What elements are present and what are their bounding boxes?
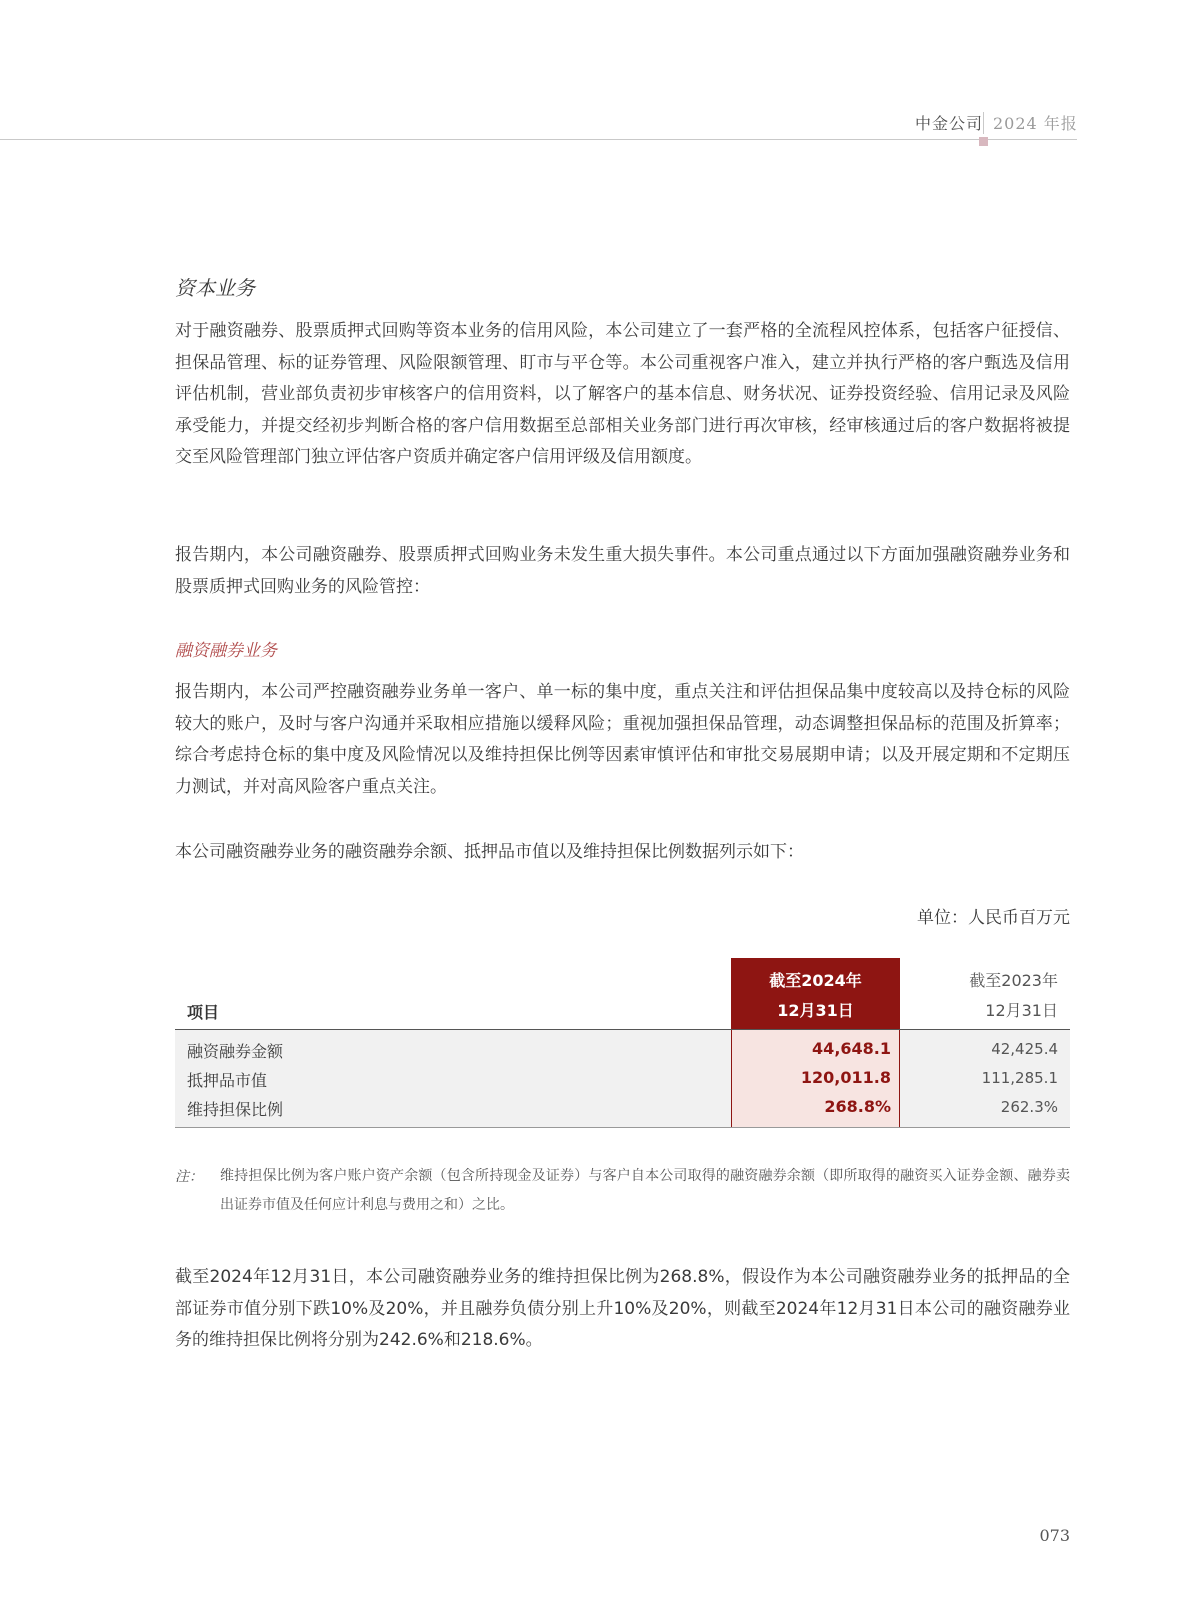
header-divider bbox=[983, 112, 984, 134]
subsection-title: 融资融券业务 bbox=[175, 641, 277, 661]
note-label: 注： bbox=[175, 1169, 203, 1185]
value-2023: 42,425.4 bbox=[991, 1040, 1058, 1058]
table-unit: 单位：人民币百万元 bbox=[917, 908, 1070, 928]
header-company: 中金公司 bbox=[915, 114, 984, 133]
margin-financing-table bbox=[175, 958, 1070, 1129]
header-report-title: 2024 年报 bbox=[993, 114, 1078, 133]
section-paragraph-2: 报告期内，本公司融资融券、股票质押式回购业务未发生重大损失事件。本公司重点通过以下方面加强融资融券业务和股票质押式回购业务的风险管控： bbox=[175, 545, 1070, 597]
row-label: 融资融券金额 bbox=[187, 1042, 284, 1061]
note-text: 维持担保比例为客户账户资产余额（包含所持现金及证券）与客户自本公司取得的融资融券余额（即所取得的融资买入证券金额、融券卖出证券市值及任何应计利息与费用之和）之比。 bbox=[220, 1168, 1070, 1213]
table-row bbox=[175, 1064, 1070, 1094]
column-header-2024: 截至2024年 bbox=[769, 971, 862, 990]
column-header-item: 项目 bbox=[187, 1003, 220, 1022]
table-bottom-rule bbox=[175, 1127, 1070, 1128]
section-paragraph-1: 对于融资融券、股票质押式回购等资本业务的信用风险，本公司建立了一套严格的全流程风控体系，包括客户征授信、担保品管理、标的证券管理、风险限额管理、盯市与平仓等。本公司重视客户准入，建立并执行严格的客户甄选及信用评估机制，营业部负责初步审核客户的信用资料，以了解客户的基本信息、财务状况、证券投资经验、信用记录及风险承受能力，并提交经初步判断合格的客户信用数据至总部相关业务部门进行再次审核，经审核通过后的客户数据将被提交至风险管理部门独立评估客户资质并确定客户信用评级及信用额度。 bbox=[175, 321, 1070, 467]
value-2024: 268.8% bbox=[824, 1097, 891, 1116]
subsection-paragraph-1: 报告期内，本公司严控融资融券业务单一客户、单一标的集中度，重点关注和评估担保品集中度较高以及持仓标的风险较大的账户，及时与客户沟通并采取相应措施以缓释风险；重视加强担保品管理，动态调整担保品标的范围及折算率；综合考虑持仓标的集中度及风险情况以及维持担保比例等因素审慎评估和审批交易展期申请；以及开展定期和不定期压力测试，并对高风险客户重点关注。 bbox=[175, 682, 1070, 797]
value-2023: 111,285.1 bbox=[981, 1069, 1058, 1087]
column-header-2023: 截至2023年 bbox=[969, 971, 1058, 990]
header-marker bbox=[979, 137, 988, 146]
header-rule bbox=[0, 139, 1077, 140]
value-2023: 262.3% bbox=[1000, 1098, 1058, 1116]
column-header-2024-date: 12月31日 bbox=[777, 1001, 854, 1020]
table-row bbox=[175, 1093, 1070, 1123]
page-number: 073 bbox=[1039, 1526, 1070, 1545]
row-label: 抵押品市值 bbox=[187, 1071, 268, 1090]
table-header-rule bbox=[175, 1029, 1070, 1030]
closing-paragraph: 截至2024年12月31日，本公司融资融券业务的维持担保比例为268.8%，假设作为本公司融资融券业务的抵押品的全部证券市值分别下跌10%及20%，并且融券负债分别上升10%及20%，则截至2024年12月31日本公司的融资融券业务的维持担保比例将分别为242.6%和218.6%。 bbox=[175, 1267, 1070, 1350]
value-2024: 120,011.8 bbox=[800, 1068, 891, 1087]
section-title: 资本业务 bbox=[175, 276, 255, 300]
subsection-paragraph-2: 本公司融资融券业务的融资融券余额、抵押品市值以及维持担保比例数据列示如下： bbox=[175, 842, 804, 862]
table-row bbox=[175, 1035, 1070, 1065]
value-2024: 44,648.1 bbox=[812, 1039, 891, 1058]
column-header-2023-date: 12月31日 bbox=[985, 1001, 1058, 1020]
row-label: 维持担保比例 bbox=[187, 1100, 284, 1119]
